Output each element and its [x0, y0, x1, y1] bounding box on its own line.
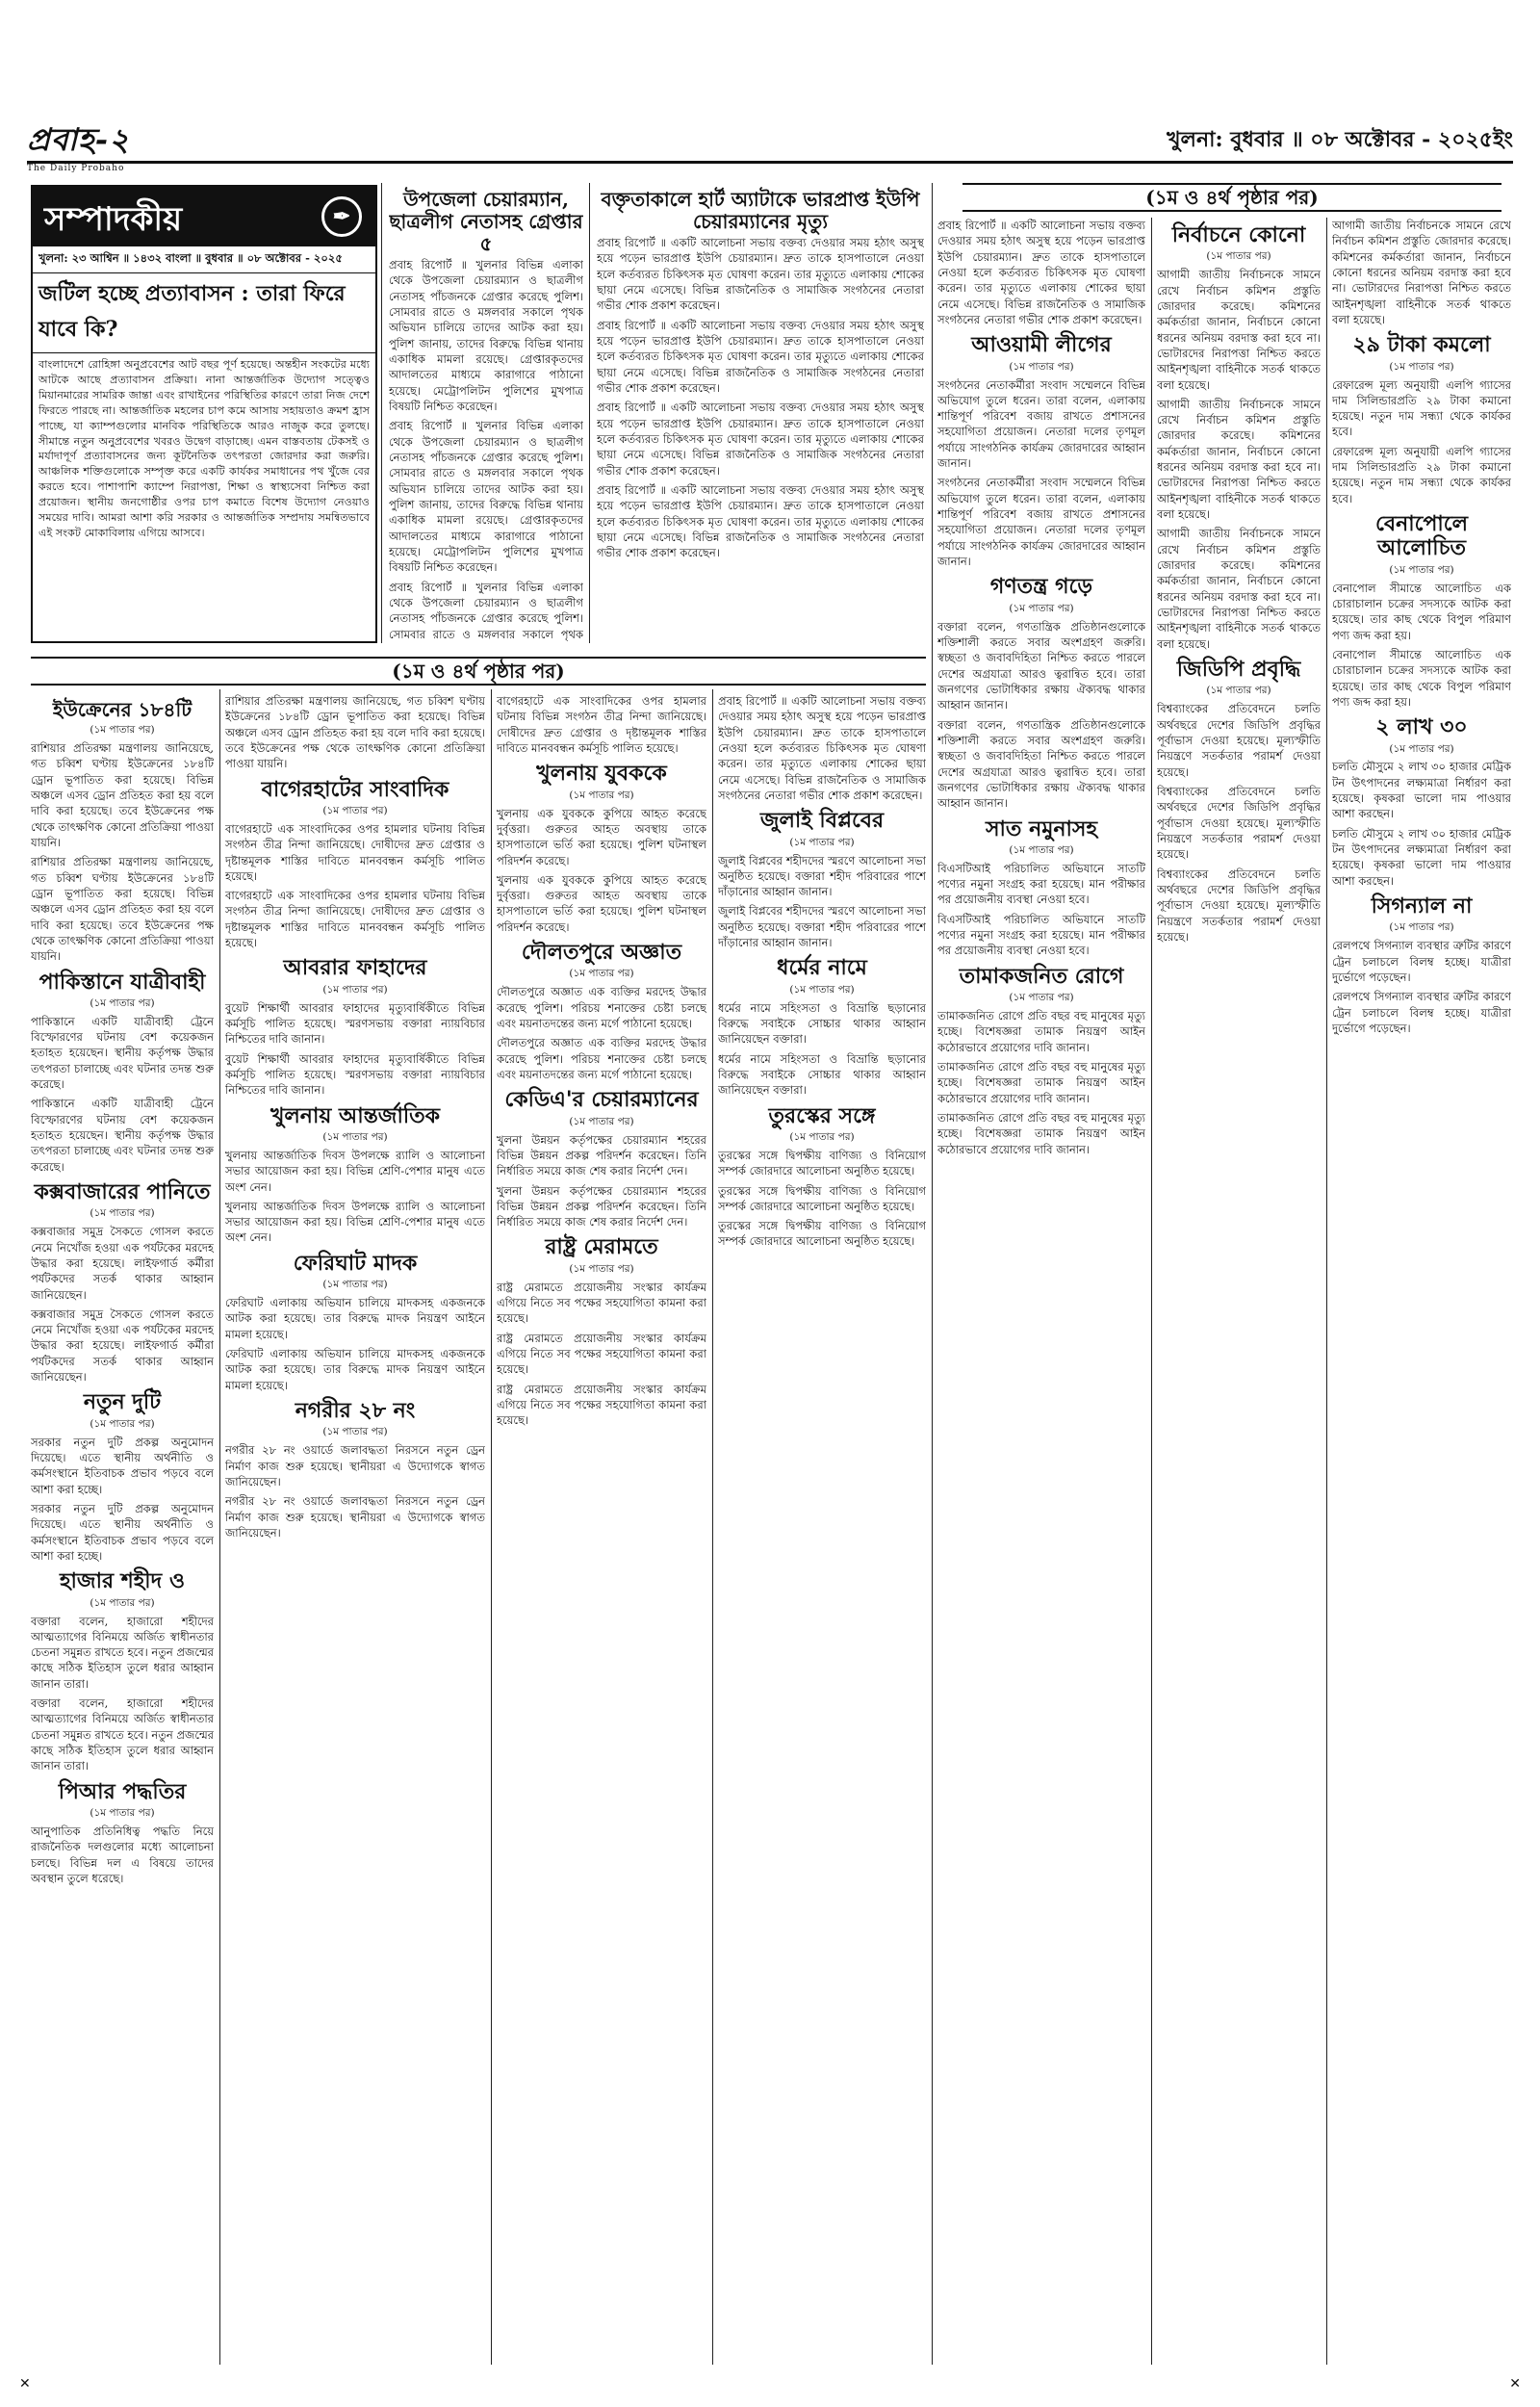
- headline: ২ লাখ ৩০: [1375, 714, 1468, 740]
- headline: আওয়ামী লীগের: [971, 332, 1112, 358]
- story-body: সংগঠনের নেতাকর্মীরা সংবাদ সম্মেলনে বিভিন্ন অভিযোগ তুলে ধরেন। তারা বলেন, এলাকায় শান্তিপূর্ণ পরিবেশ বজায় রাখতে প্রশাসনের সহযোগিতা প্রয়োজন। নেতারা দলের তৃণমূল পর্যায়ে সাংগঠনিক কার্যক্রম জোরদারের আহ্বান জানান।: [937, 377, 1145, 471]
- continued-label: (১ম পাতার পর): [569, 1262, 634, 1275]
- story-body: খুলনায় আন্তর্জাতিক দিবস উপলক্ষে র‍্যালি ও আলোচনা সভার আয়োজন করা হয়। বিভিন্ন শ্রেণি-পেশার মানুষ এতে অংশ নেন।: [225, 1148, 485, 1194]
- headline: পিআর পদ্ধতির: [58, 1778, 187, 1804]
- continued-label: (১ম পাতার পর): [569, 789, 634, 801]
- story-body: আগামী জাতীয় নির্বাচনকে সামনে রেখে নির্বাচন কমিশন প্রস্তুতি জোরদার করেছে। কমিশনের কর্মকর্তারা জানান, নির্বাচনে কোনো ধরনের অনিয়ম বরদাস্ত করা হবে না। ভোটারদের নিরাপত্তা নিশ্চিত করতে আইনশৃঙ্খলা বাহিনীকে সতর্ক থাকতে বলা হয়েছে।: [1157, 268, 1321, 392]
- left-column: [31, 693, 214, 2365]
- headline: খুলনায় যুবককে: [536, 761, 667, 787]
- story-body: দৌলতপুরে অজ্ঞাত এক ব্যক্তির মরদেহ উদ্ধার করেছে পুলিশ। পরিচয় শনাক্তের চেষ্টা চলছে এবং ময়নাতদন্তের জন্য মর্গে পাঠানো হয়েছে।: [497, 985, 706, 1030]
- story-body: রেলপথে সিগন্যাল ব্যবস্থার ত্রুটির কারণে ট্রেন চলাচলে বিলম্ব হচ্ছে। যাত্রীরা দুর্ভোগে পড়েছেন।: [1332, 939, 1511, 984]
- headline: খুলনায় আন্তর্জাতিক: [270, 1102, 441, 1128]
- continued-label: (১ম পাতার পর): [789, 836, 855, 848]
- column-rule: [381, 183, 382, 643]
- story-body: ফেরিঘাট এলাকায় অভিযান চালিয়ে মাদকসহ একজনকে আটক করা হয়েছে। তার বিরুদ্ধে মাদক নিয়ন্ত্রণ আইনে মামলা হয়েছে।: [225, 1296, 485, 1341]
- column-rule: [491, 689, 492, 2365]
- third-column: [497, 693, 706, 2365]
- story-body: দৌলতপুরে অজ্ঞাত এক ব্যক্তির মরদেহ উদ্ধার করেছে পুলিশ। পরিচয় শনাক্তের চেষ্টা চলছে এবং ময়নাতদন্তের জন্য মর্গে পাঠানো হয়েছে।: [497, 1036, 706, 1081]
- story-body: প্রবাহ রিপোর্ট ॥ একটি আলোচনা সভায় বক্তব্য দেওয়ার সময় হঠাৎ অসুস্থ হয়ে পড়েন ভারপ্রাপ্ত ইউপি চেয়ারম্যান। দ্রুত তাকে হাসপাতালে নেওয়া হলে কর্তব্যরত চিকিৎসক মৃত ঘোষণা করেন। তার মৃত্যুতে এলাকায় শোকের ছায়া নেমে এসেছে। বিভিন্ন রাজনৈতিক ও সামাজিক সংগঠনের নেতারা গভীর শোক প্রকাশ করেছেন।: [937, 219, 1145, 326]
- logo-tagline: The Daily Probaho: [27, 164, 125, 173]
- story-body: চলতি মৌসুমে ২ লাখ ৩০ হাজার মেট্রিক টন উৎপাদনের লক্ষ্যমাত্রা নির্ধারণ করা হয়েছে। কৃষকরা ভালো দাম পাওয়ার আশা করছেন।: [1332, 760, 1511, 821]
- story-body: রেফারেন্স মূল্য অনুযায়ী এলপি গ্যাসের দাম সিলিন্ডারপ্রতি ২৯ টাকা কমানো হয়েছে। নতুন দাম সন্ধ্যা থেকে কার্যকর হবে।: [1332, 377, 1511, 439]
- story-body: সরকার নতুন দুটি প্রকল্প অনুমোদন দিয়েছে। এতে স্থানীয় অর্থনীতি ও কর্মসংস্থানে ইতিবাচক প্রভাব পড়বে বলে আশা করা হচ্ছে।: [31, 1501, 214, 1563]
- headline: নগরীর ২৮ নং: [295, 1397, 416, 1423]
- editorial-date: খুলনা: ২৩ আশ্বিন ॥ ১৪৩২ বাংলা ॥ বুধবার ॥ ০৮ অক্টোবর - ২০২৫: [33, 246, 375, 273]
- story-body: সংগঠনের নেতাকর্মীরা সংবাদ সম্মেলনে বিভিন্ন অভিযোগ তুলে ধরেন। তারা বলেন, এলাকায় শান্তিপূর্ণ পরিবেশ বজায় রাখতে প্রশাসনের সহযোগিতা প্রয়োজন। নেতারা দলের তৃণমূল পর্যায়ে সাংগঠনিক কার্যক্রম জোরদারের আহ্বান জানান।: [937, 476, 1145, 569]
- story-body: বুয়েট শিক্ষার্থী আবরার ফাহাদের মৃত্যুবার্ষিকীতে বিভিন্ন কর্মসূচি পালিত হয়েছে। স্মরণসভায় বক্তারা ন্যায়বিচার নিশ্চিতের দাবি জানান।: [225, 1000, 485, 1047]
- headline: জিডিপি প্রবৃদ্ধি: [1176, 657, 1301, 683]
- continued-label: (১ম পাতার পর): [90, 996, 155, 1009]
- headline: দৌলতপুরে অজ্ঞাত: [521, 940, 682, 966]
- column-rule: [1151, 218, 1152, 2365]
- story-body: রাশিয়ার প্রতিরক্ষা মন্ত্রণালয় জানিয়েছে, গত চব্বিশ ঘণ্টায় ইউক্রেনের ১৮৪টি ড্রোন ভূপাতিত করা হয়েছে। বিভিন্ন অঞ্চলে এসব ড্রোন প্রতিহত করা হয় বলে দাবি করা হয়েছে। তবে ইউক্রেনের পক্ষ থেকে তাৎক্ষণিক কোনো প্রতিক্রিয়া পাওয়া যায়নি।: [31, 855, 214, 964]
- story-body: বাগেরহাটে এক সাংবাদিকের ওপর হামলার ঘটনায় বিভিন্ন সংগঠন তীব্র নিন্দা জানিয়েছে। দোষীদের দ্রুত গ্রেপ্তার ও দৃষ্টান্তমূলক শাস্তির দাবিতে মানববন্ধন কর্মসূচি পালিত হয়েছে।: [225, 889, 485, 950]
- story-body: রাষ্ট্র মেরামতে প্রয়োজনীয় সংস্কার কার্যক্রম এগিয়ে নিতে সব পক্ষের সহযোগিতা কামনা করা হয়েছে।: [497, 1382, 706, 1428]
- continued-label: (১ম পাতার পর): [1389, 921, 1454, 934]
- continued-label: (১ম পাতার পর): [322, 1279, 388, 1291]
- continued-label: (১ম পাতার পর): [90, 1596, 155, 1609]
- story-heart: [597, 183, 924, 643]
- story-body: রাশিয়ার প্রতিরক্ষা মন্ত্রণালয় জানিয়েছে, গত চব্বিশ ঘণ্টায় ইউক্রেনের ১৮৪টি ড্রোন ভূপাতিত করা হয়েছে। বিভিন্ন অঞ্চলে এসব ড্রোন প্রতিহত করা হয় বলে দাবি করা হয়েছে। তবে ইউক্রেনের পক্ষ থেকে তাৎক্ষণিক কোনো প্রতিক্রিয়া পাওয়া যায়নি।: [31, 740, 214, 849]
- continued-label: (১ম পাতার পর): [1009, 360, 1074, 373]
- fifth-column: [937, 218, 1145, 2365]
- story-body: কক্সবাজার সমুদ্র সৈকতে গোসল করতে নেমে নিখোঁজ হওয়া এক পর্যটকের মরদেহ উদ্ধার করা হয়েছে। লাইফগার্ড কর্মীরা পর্যটকদের সতর্ক থাকার আহ্বান জানিয়েছেন।: [31, 1307, 214, 1385]
- story-body: বক্তারা বলেন, গণতান্ত্রিক প্রতিষ্ঠানগুলোকে শক্তিশালী করতে সবার অংশগ্রহণ জরুরি। স্বচ্ছতা ও জবাবদিহিতা নিশ্চিত করতে পারলে দেশের অগ্রযাত্রা আরও ত্বরান্বিত হবে। তারা জনগণের ভোটাধিকার রক্ষায় ঐক্যবদ্ধ থাকার আহ্বান জানান।: [937, 717, 1145, 811]
- story-body: বক্তারা বলেন, হাজারো শহীদের আত্মত্যাগের বিনিময়ে অর্জিত স্বাধীনতার চেতনা সমুন্নত রাখতে হবে। নতুন প্রজন্মের কাছে সঠিক ইতিহাস তুলে ধরার আহ্বান জানান তারা।: [31, 1696, 214, 1773]
- headline: বাগেরহাটের সাংবাদিক: [261, 776, 449, 802]
- story-body: আগামী জাতীয় নির্বাচনকে সামনে রেখে নির্বাচন কমিশন প্রস্তুতি জোরদার করেছে। কমিশনের কর্মকর্তারা জানান, নির্বাচনে কোনো ধরনের অনিয়ম বরদাস্ত করা হবে না। ভোটারদের নিরাপত্তা নিশ্চিত করতে আইনশৃঙ্খলা বাহিনীকে সতর্ক থাকতে বলা হয়েছে।: [1157, 527, 1321, 651]
- headline: জুলাই বিপ্লবের: [759, 808, 885, 834]
- headline: তুরস্কের সঙ্গে: [768, 1102, 876, 1128]
- continued-label: (১ম পাতার পর): [90, 1207, 155, 1220]
- continued-label: (১ম পাতার পর): [90, 724, 155, 736]
- story-body: খুলনায় এক যুবককে কুপিয়ে আহত করেছে দুর্বৃত্তরা। গুরুতর আহত অবস্থায় তাকে হাসপাতালে ভর্তি করা হয়েছে। পুলিশ ঘটনাস্থল পরিদর্শন করেছে।: [497, 872, 706, 934]
- continued-label: (১ম পাতার পর): [569, 968, 634, 980]
- headline: ইউক্রেনের ১৮৪টি: [52, 698, 192, 721]
- sixth-column: [1157, 218, 1321, 2365]
- story-body: প্রবাহ রিপোর্ট ॥ খুলনার বিভিন্ন এলাকা থেকে উপজেলা চেয়ারম্যান ও ছাত্রলীগ নেতাসহ পাঁচজনকে গ্রেপ্তার করেছে পুলিশ। সোমবার রাতে ও মঙ্গলবার সকালে পৃথক অভিযান চালিয়ে তাদের আটক করা হয়। পুলিশ জানায়, তাদের বিরুদ্ধে বিভিন্ন থানায় একাধিক মামলা রয়েছে। গ্রেপ্তারকৃতদের আদালতের মাধ্যমে কারাগারে পাঠানো হয়েছে। মেট্রোপলিটন পুলিশের মুখপাত্র বিষয়টি নিশ্চিত করেছেন।: [389, 258, 583, 413]
- column-rule: [712, 689, 713, 2365]
- continued-label: (১ম পাতার পর): [90, 1807, 155, 1820]
- editorial-box: [31, 185, 377, 643]
- headline: আবরার ফাহাদের: [283, 955, 427, 981]
- story-body: প্রবাহ রিপোর্ট ॥ একটি আলোচনা সভায় বক্তব্য দেওয়ার সময় হঠাৎ অসুস্থ হয়ে পড়েন ভারপ্রাপ্ত ইউপি চেয়ারম্যান। দ্রুত তাকে হাসপাতালে নেওয়া হলে কর্তব্যরত চিকিৎসক মৃত ঘোষণা করেন। তার মৃত্যুতে এলাকায় শোকের ছায়া নেমে এসেছে। বিভিন্ন রাজনৈতিক ও সামাজিক সংগঠনের নেতারা গভীর শোক প্রকাশ করেছেন।: [597, 236, 924, 313]
- story-body: রাশিয়ার প্রতিরক্ষা মন্ত্রণালয় জানিয়েছে, গত চব্বিশ ঘণ্টায় ইউক্রেনের ১৮৪টি ড্রোন ভূপাতিত করা হয়েছে। বিভিন্ন অঞ্চলে এসব ড্রোন প্রতিহত করা হয় বলে দাবি করা হয়েছে। তবে ইউক্রেনের পক্ষ থেকে তাৎক্ষণিক কোনো প্রতিক্রিয়া পাওয়া যায়নি।: [225, 694, 485, 771]
- story-body: প্রবাহ রিপোর্ট ॥ একটি আলোচনা সভায় বক্তব্য দেওয়ার সময় হঠাৎ অসুস্থ হয়ে পড়েন ভারপ্রাপ্ত ইউপি চেয়ারম্যান। দ্রুত তাকে হাসপাতালে নেওয়া হলে কর্তব্যরত চিকিৎসক মৃত ঘোষণা করেন। তার মৃত্যুতে এলাকায় শোকের ছায়া নেমে এসেছে। বিভিন্ন রাজনৈতিক ও সামাজিক সংগঠনের নেতারা গভীর শোক প্রকাশ করেছেন।: [597, 401, 924, 478]
- story-body: পাকিস্তানে একটি যাত্রীবাহী ট্রেনে বিস্ফোরণের ঘটনায় বেশ কয়েকজন হতাহত হয়েছেন। স্থানীয় কর্তৃপক্ষ উদ্ধার তৎপরতা চালাচ্ছে এবং ঘটনার তদন্ত শুরু করেছে।: [31, 1014, 214, 1092]
- pen-icon: ✒: [321, 196, 362, 237]
- crop-mark-right: ✕: [1509, 2376, 1521, 2392]
- story-body: বাগেরহাটে এক সাংবাদিকের ওপর হামলার ঘটনায় বিভিন্ন সংগঠন তীব্র নিন্দা জানিয়েছে। দোষীদের দ্রুত গ্রেপ্তার ও দৃষ্টান্তমূলক শাস্তির দাবিতে মানববন্ধন কর্মসূচি পালিত হয়েছে।: [497, 694, 706, 755]
- story-body: তামাকজনিত রোগে প্রতি বছর বহু মানুষের মৃত্যু হচ্ছে। বিশেষজ্ঞরা তামাক নিয়ন্ত্রণ আইন কঠোরভাবে প্রয়োগের দাবি জানান।: [937, 1059, 1145, 1105]
- continued-banner-middle: (১ম ও ৪র্থ পৃষ্ঠার পর): [31, 657, 926, 686]
- story-body: প্রবাহ রিপোর্ট ॥ একটি আলোচনা সভায় বক্তব্য দেওয়ার সময় হঠাৎ অসুস্থ হয়ে পড়েন ভারপ্রাপ্ত ইউপি চেয়ারম্যান। দ্রুত তাকে হাসপাতালে নেওয়া হলে কর্তব্যরত চিকিৎসক মৃত ঘোষণা করেন। তার মৃত্যুতে এলাকায় শোকের ছায়া নেমে এসেছে। বিভিন্ন রাজনৈতিক ও সামাজিক সংগঠনের নেতারা গভীর শোক প্রকাশ করেছেন।: [718, 694, 926, 802]
- headline: গণতন্ত্র গড়ে: [989, 574, 1093, 600]
- story-body: চলতি মৌসুমে ২ লাখ ৩০ হাজার মেট্রিক টন উৎপাদনের লক্ষ্যমাত্রা নির্ধারণ করা হয়েছে। কৃষকরা ভালো দাম পাওয়ার আশা করছেন।: [1332, 826, 1511, 888]
- continued-label: (১ম পাতার পর): [789, 983, 855, 996]
- dateline: খুলনা: বুধবার ॥ ০৮ অক্টোবর - ২০২৫ইং: [1167, 127, 1513, 152]
- continued-label: (১ম পাতার পর): [1009, 992, 1074, 1004]
- story-body: জুলাই বিপ্লবের শহীদদের স্মরণে আলোচনা সভা অনুষ্ঠিত হয়েছে। বক্তারা শহীদ পরিবারের পাশে দাঁড়ানোর আহ্বান জানান।: [718, 853, 926, 899]
- continued-label: (১ম পাতার পর): [90, 1417, 155, 1430]
- continued-label: (১ম পাতার পর): [322, 1426, 388, 1438]
- continued-label: (১ম পাতার পর): [569, 1115, 634, 1127]
- headline: তামাকজনিত রোগে: [959, 963, 1124, 989]
- headline: বক্তৃতাকালে হার্ট অ্যাটাকে ভারপ্রাপ্ত ইউপি চেয়ারম্যানের মৃত্যু: [601, 188, 920, 233]
- story-body: বাগেরহাটে এক সাংবাদিকের ওপর হামলার ঘটনায় বিভিন্ন সংগঠন তীব্র নিন্দা জানিয়েছে। দোষীদের দ্রুত গ্রেপ্তার ও দৃষ্টান্তমূলক শাস্তির দাবিতে মানববন্ধন কর্মসূচি পালিত হয়েছে।: [225, 821, 485, 883]
- continued-label: (১ম পাতার পর): [1009, 843, 1074, 856]
- story-body: ফেরিঘাট এলাকায় অভিযান চালিয়ে মাদকসহ একজনকে আটক করা হয়েছে। তার বিরুদ্ধে মাদক নিয়ন্ত্রণ আইনে মামলা হয়েছে।: [225, 1347, 485, 1392]
- editorial-title-text: সম্পাদকীয়: [44, 200, 183, 239]
- story-body: প্রবাহ রিপোর্ট ॥ একটি আলোচনা সভায় বক্তব্য দেওয়ার সময় হঠাৎ অসুস্থ হয়ে পড়েন ভারপ্রাপ্ত ইউপি চেয়ারম্যান। দ্রুত তাকে হাসপাতালে নেওয়া হলে কর্তব্যরত চিকিৎসক মৃত ঘোষণা করেন। তার মৃত্যুতে এলাকায় শোকের ছায়া নেমে এসেছে। বিভিন্ন রাজনৈতিক ও সামাজিক সংগঠনের নেতারা গভীর শোক প্রকাশ করেছেন।: [597, 318, 924, 395]
- newspaper-logo: [27, 116, 130, 173]
- story-body: বুয়েট শিক্ষার্থী আবরার ফাহাদের মৃত্যুবার্ষিকীতে বিভিন্ন কর্মসূচি পালিত হয়েছে। স্মরণসভায় বক্তারা ন্যায়বিচার নিশ্চিতের দাবি জানান।: [225, 1051, 485, 1098]
- story-body: আগামী জাতীয় নির্বাচনকে সামনে রেখে নির্বাচন কমিশন প্রস্তুতি জোরদার করেছে। কমিশনের কর্মকর্তারা জানান, নির্বাচনে কোনো ধরনের অনিয়ম বরদাস্ত করা হবে না। ভোটারদের নিরাপত্তা নিশ্চিত করতে আইনশৃঙ্খলা বাহিনীকে সতর্ক থাকতে বলা হয়েছে।: [1157, 397, 1321, 522]
- column-rule: [589, 183, 590, 643]
- continued-label: (১ম পাতার পর): [322, 1130, 388, 1143]
- story-body: বক্তারা বলেন, হাজারো শহীদের আত্মত্যাগের বিনিময়ে অর্জিত স্বাধীনতার চেতনা সমুন্নত রাখতে হবে। নতুন প্রজন্মের কাছে সঠিক ইতিহাস তুলে ধরার আহ্বান জানান তারা।: [31, 1614, 214, 1691]
- crop-marks: [19, 2376, 1521, 2392]
- story-body: নগরীর ২৮ নং ওয়ার্ডে জলাবদ্ধতা নিরসনে নতুন ড্রেন নির্মাণ কাজ শুরু হয়েছে। স্থানীয়রা এ উদ্যোগকে স্বাগত জানিয়েছেন।: [225, 1494, 485, 1540]
- story-body: আনুপাতিক প্রতিনিধিত্ব পদ্ধতি নিয়ে রাজনৈতিক দলগুলোর মধ্যে আলোচনা চলছে। বিভিন্ন দল এ বিষয়ে তাদের অবস্থান তুলে ধরেছে।: [31, 1824, 214, 1885]
- headline: কক্সবাজারের পানিতে: [34, 1178, 211, 1204]
- story-body: খুলনায় আন্তর্জাতিক দিবস উপলক্ষে র‍্যালি ও আলোচনা সভার আয়োজন করা হয়। বিভিন্ন শ্রেণি-পেশার মানুষ এতে অংশ নেন।: [225, 1199, 485, 1245]
- story-body: রাষ্ট্র মেরামতে প্রয়োজনীয় সংস্কার কার্যক্রম এগিয়ে নিতে সব পক্ষের সহযোগিতা কামনা করা হয়েছে।: [497, 1280, 706, 1326]
- crop-mark-left: ✕: [19, 2376, 31, 2392]
- continued-label: (১ম পাতার পর): [1206, 250, 1271, 263]
- story-body: প্রবাহ রিপোর্ট ॥ খুলনার বিভিন্ন এলাকা থেকে উপজেলা চেয়ারম্যান ও ছাত্রলীগ নেতাসহ পাঁচজনকে গ্রেপ্তার করেছে পুলিশ। সোমবার রাতে ও মঙ্গলবার সকালে পৃথক: [389, 580, 583, 641]
- story-body: বেনাপোল সীমান্তে আলোচিত এক চোরাচালান চক্রের সদস্যকে আটক করা হয়েছে। তার কাছ থেকে বিপুল পরিমাণ পণ্য জব্দ করা হয়।: [1332, 647, 1511, 709]
- story-body: তুরস্কের সঙ্গে দ্বিপক্ষীয় বাণিজ্য ও বিনিয়োগ সম্পর্ক জোরদারে আলোচনা অনুষ্ঠিত হয়েছে।: [718, 1219, 926, 1249]
- story-body: বিশ্বব্যাংকের প্রতিবেদনে চলতি অর্থবছরে দেশের জিডিপি প্রবৃদ্ধির পূর্বাভাস দেওয়া হয়েছে। মূল্যস্ফীতি নিয়ন্ত্রণে সতর্কতার পরামর্শ দেওয়া হয়েছে।: [1157, 784, 1321, 862]
- story-body: আগামী জাতীয় নির্বাচনকে সামনে রেখে নির্বাচন কমিশন প্রস্তুতি জোরদার করেছে। কমিশনের কর্মকর্তারা জানান, নির্বাচনে কোনো ধরনের অনিয়ম বরদাস্ত করা হবে না। ভোটারদের নিরাপত্তা নিশ্চিত করতে আইনশৃঙ্খলা বাহিনীকে সতর্ক থাকতে বলা হয়েছে।: [1332, 219, 1511, 326]
- headline: নির্বাচনে কোনো: [1171, 222, 1306, 247]
- story-body: ধর্মের নামে সহিংসতা ও বিভ্রান্তি ছড়ানোর বিরুদ্ধে সবাইকে সোচ্চার থাকার আহ্বান জানিয়েছেন বক্তারা।: [718, 1051, 926, 1098]
- story-body: প্রবাহ রিপোর্ট ॥ একটি আলোচনা সভায় বক্তব্য দেওয়ার সময় হঠাৎ অসুস্থ হয়ে পড়েন ভারপ্রাপ্ত ইউপি চেয়ারম্যান। দ্রুত তাকে হাসপাতালে নেওয়া হলে কর্তব্যরত চিকিৎসক মৃত ঘোষণা করেন। তার মৃত্যুতে এলাকায় শোকের ছায়া নেমে এসেছে। বিভিন্ন রাজনৈতিক ও সামাজিক সংগঠনের নেতারা গভীর শোক প্রকাশ করেছেন।: [597, 482, 924, 560]
- story-upazila: [389, 183, 583, 643]
- story-body: বিশ্বব্যাংকের প্রতিবেদনে চলতি অর্থবছরে দেশের জিডিপি প্রবৃদ্ধির পূর্বাভাস দেওয়া হয়েছে। মূল্যস্ফীতি নিয়ন্ত্রণে সতর্কতার পরামর্শ দেওয়া হয়েছে।: [1157, 867, 1321, 944]
- continued-label: (১ম পাতার পর): [1389, 360, 1454, 373]
- column-rule: [932, 183, 933, 2365]
- editorial-title: [33, 187, 375, 246]
- fourth-column: [718, 693, 926, 2365]
- story-body: খুলনা উন্নয়ন কর্তৃপক্ষের চেয়ারম্যান শহরের বিভিন্ন উন্নয়ন প্রকল্প পরিদর্শন করেছেন। তিনি নির্ধারিত সময়ে কাজ শেষ করার নির্দেশ দেন।: [497, 1183, 706, 1229]
- headline: ২৯ টাকা কমলো: [1352, 332, 1491, 358]
- headline: সাত নমুনাসহ: [985, 815, 1098, 841]
- story-body: রেফারেন্স মূল্য অনুযায়ী এলপি গ্যাসের দাম সিলিন্ডারপ্রতি ২৯ টাকা কমানো হয়েছে। নতুন দাম সন্ধ্যা থেকে কার্যকর হবে।: [1332, 444, 1511, 505]
- continued-label: (১ম পাতার পর): [1389, 563, 1454, 576]
- story-body: তামাকজনিত রোগে প্রতি বছর বহু মানুষের মৃত্যু হচ্ছে। বিশেষজ্ঞরা তামাক নিয়ন্ত্রণ আইন কঠোরভাবে প্রয়োগের দাবি জানান।: [937, 1008, 1145, 1054]
- editorial-body: বাংলাদেশে রোহিঙ্গা অনুপ্রবেশের আট বছর পূর্ণ হয়েছে। অন্তহীন সংকটের মধ্যে আটকে আছে প্রত্যাবাসন প্রক্রিয়া। নানা আন্তর্জাতিক উদ্যোগ সত্ত্বেও মিয়ানমারের সামরিক জান্তা এবং রাখাইনের পরিস্থিতির কারণে তারা নিজ দেশে ফিরতে পারছে না। আন্তর্জাতিক মহলের চাপ কমে আসায় সহায়তাও ক্রমশ হ্রাস পাচ্ছে, যা ক্যাম্পগুলোর মানবিক পরিস্থিতিকে আরও নাজুক করে তুলছে। সীমান্তে নতুন অনুপ্রবেশের খবরও উদ্বেগ বাড়াচ্ছে। এমন বাস্তবতায় টেকসই ও মর্যাদাপূর্ণ প্রত্যাবাসনের জন্য কূটনৈতিক তৎপরতা জোরদার করা জরুরি। আঞ্চলিক শক্তিগুলোকে সম্পৃক্ত করে একটি কার্যকর সমাধানের পথ খুঁজে বের করতে হবে। পাশাপাশি ক্যাম্পে নিরাপত্তা, শিক্ষা ও স্বাস্থ্যসেবা নিশ্চিত করা প্রয়োজন। স্থানীয় জনগোষ্ঠীর ওপর চাপ কমাতে বিশেষ উদ্যোগ নেওয়াও সময়ের দাবি। আমরা আশা করি সরকার ও আন্তর্জাতিক সম্প্রদায় সমন্বিতভাবে এই সংকট মোকাবিলায় এগিয়ে আসবে।: [38, 358, 370, 539]
- story-body: রেলপথে সিগন্যাল ব্যবস্থার ত্রুটির কারণে ট্রেন চলাচলে বিলম্ব হচ্ছে। যাত্রীরা দুর্ভোগে পড়েছেন।: [1332, 990, 1511, 1035]
- story-body: রাষ্ট্র মেরামতে প্রয়োজনীয় সংস্কার কার্যক্রম এগিয়ে নিতে সব পক্ষের সহযোগিতা কামনা করা হয়েছে।: [497, 1331, 706, 1377]
- story-body: পাকিস্তানে একটি যাত্রীবাহী ট্রেনে বিস্ফোরণের ঘটনায় বেশ কয়েকজন হতাহত হয়েছেন। স্থানীয় কর্তৃপক্ষ উদ্ধার তৎপরতা চালাচ্ছে এবং ঘটনার তদন্ত শুরু করেছে।: [31, 1097, 214, 1174]
- logo-text: প্রবাহ-২: [27, 121, 130, 158]
- story-body: খুলনায় এক যুবককে কুপিয়ে আহত করেছে দুর্বৃত্তরা। গুরুতর আহত অবস্থায় তাকে হাসপাতালে ভর্তি করা হয়েছে। পুলিশ ঘটনাস্থল পরিদর্শন করেছে।: [497, 806, 706, 867]
- headline: কেডিএ'র চেয়ারম্যানের: [504, 1087, 699, 1113]
- headline: ফেরিঘাট মাদক: [293, 1250, 418, 1276]
- continued-label: (১ম পাতার পর): [1009, 602, 1074, 614]
- story-body: কক্সবাজার সমুদ্র সৈকতে গোসল করতে নেমে নিখোঁজ হওয়া এক পর্যটকের মরদেহ উদ্ধার করা হয়েছে। লাইফগার্ড কর্মীরা পর্যটকদের সতর্ক থাকার আহ্বান জানিয়েছেন।: [31, 1225, 214, 1302]
- story-body: প্রবাহ রিপোর্ট ॥ খুলনার বিভিন্ন এলাকা থেকে উপজেলা চেয়ারম্যান ও ছাত্রলীগ নেতাসহ পাঁচজনকে গ্রেপ্তার করেছে পুলিশ। সোমবার রাতে ও মঙ্গলবার সকালে পৃথক অভিযান চালিয়ে তাদের আটক করা হয়। পুলিশ জানায়, তাদের বিরুদ্ধে বিভিন্ন থানায় একাধিক মামলা রয়েছে। গ্রেপ্তারকৃতদের আদালতের মাধ্যমে কারাগারে পাঠানো হয়েছে। মেট্রোপলিটন পুলিশের মুখপাত্র বিষয়টি নিশ্চিত করেছেন।: [389, 419, 583, 575]
- story-body: তুরস্কের সঙ্গে দ্বিপক্ষীয় বাণিজ্য ও বিনিয়োগ সম্পর্ক জোরদারে আলোচনা অনুষ্ঠিত হয়েছে।: [718, 1183, 926, 1213]
- story-body: সরকার নতুন দুটি প্রকল্প অনুমোদন দিয়েছে। এতে স্থানীয় অর্থনীতি ও কর্মসংস্থানে ইতিবাচক প্রভাব পড়বে বলে আশা করা হচ্ছে।: [31, 1435, 214, 1496]
- continued-banner-top: (১ম ও ৪র্থ পৃষ্ঠার পর): [962, 183, 1502, 212]
- headline: ধর্মের নামে: [777, 955, 867, 981]
- story-body: খুলনা উন্নয়ন কর্তৃপক্ষের চেয়ারম্যান শহরের বিভিন্ন উন্নয়ন প্রকল্প পরিদর্শন করেছেন। তিনি নির্ধারিত সময়ে কাজ শেষ করার নির্দেশ দেন।: [497, 1132, 706, 1178]
- seventh-column: [1332, 218, 1511, 2365]
- story-body: বক্তারা বলেন, গণতান্ত্রিক প্রতিষ্ঠানগুলোকে শক্তিশালী করতে সবার অংশগ্রহণ জরুরি। স্বচ্ছতা ও জবাবদিহিতা নিশ্চিত করতে পারলে দেশের অগ্রযাত্রা আরও ত্বরান্বিত হবে। তারা জনগণের ভোটাধিকার রক্ষায় ঐক্যবদ্ধ থাকার আহ্বান জানান।: [937, 619, 1145, 712]
- story-body: বিএসটিআই পরিচালিত অভিযানে সাতটি পণ্যের নমুনা সংগ্রহ করা হয়েছে। মান পরীক্ষার পর প্রয়োজনীয় ব্যবস্থা নেওয়া হবে।: [937, 912, 1145, 958]
- second-column: [225, 693, 485, 2365]
- story-body: বিশ্বব্যাংকের প্রতিবেদনে চলতি অর্থবছরে দেশের জিডিপি প্রবৃদ্ধির পূর্বাভাস দেওয়া হয়েছে। মূল্যস্ফীতি নিয়ন্ত্রণে সতর্কতার পরামর্শ দেওয়া হয়েছে।: [1157, 702, 1321, 779]
- headline: সিগন্যাল না: [1371, 893, 1473, 919]
- continued-label: (১ম পাতার পর): [1389, 742, 1454, 755]
- story-body: বেনাপোল সীমান্তে আলোচিত এক চোরাচালান চক্রের সদস্যকে আটক করা হয়েছে। তার কাছ থেকে বিপুল পরিমাণ পণ্য জব্দ করা হয়।: [1332, 581, 1511, 642]
- continued-label: (১ম পাতার পর): [322, 804, 388, 816]
- column-rule: [1326, 218, 1327, 2365]
- story-body: জুলাই বিপ্লবের শহীদদের স্মরণে আলোচনা সভা অনুষ্ঠিত হয়েছে। বক্তারা শহীদ পরিবারের পাশে দাঁড়ানোর আহ্বান জানান।: [718, 904, 926, 950]
- masthead: [27, 116, 1513, 173]
- story-body: তামাকজনিত রোগে প্রতি বছর বহু মানুষের মৃত্যু হচ্ছে। বিশেষজ্ঞরা তামাক নিয়ন্ত্রণ আইন কঠোরভাবে প্রয়োগের দাবি জানান।: [937, 1110, 1145, 1156]
- headline: রাষ্ট্র মেরামতে: [545, 1234, 658, 1260]
- headline: বেনাপোলে আলোচিত: [1374, 511, 1469, 561]
- continued-label: (১ম পাতার পর): [789, 1130, 855, 1143]
- story-body: নগরীর ২৮ নং ওয়ার্ডে জলাবদ্ধতা নিরসনে নতুন ড্রেন নির্মাণ কাজ শুরু হয়েছে। স্থানীয়রা এ উদ্যোগকে স্বাগত জানিয়েছেন।: [225, 1443, 485, 1488]
- headline: নতুন দুটি: [83, 1389, 162, 1415]
- story-body: তুরস্কের সঙ্গে দ্বিপক্ষীয় বাণিজ্য ও বিনিয়োগ সম্পর্ক জোরদারে আলোচনা অনুষ্ঠিত হয়েছে।: [718, 1148, 926, 1178]
- headline: উপজেলা চেয়ারম্যান, ছাত্রলীগ নেতাসহ গ্রেপ্তার ৫: [389, 188, 583, 255]
- story-body: ধর্মের নামে সহিংসতা ও বিভ্রান্তি ছড়ানোর বিরুদ্ধে সবাইকে সোচ্চার থাকার আহ্বান জানিয়েছেন বক্তারা।: [718, 1000, 926, 1047]
- headline: পাকিস্তানে যাত্রীবাহী: [38, 969, 206, 995]
- column-rule: [219, 689, 220, 2365]
- story-body: বিএসটিআই পরিচালিত অভিযানে সাতটি পণ্যের নমুনা সংগ্রহ করা হয়েছে। মান পরীক্ষার পর প্রয়োজনীয় ব্যবস্থা নেওয়া হবে।: [937, 861, 1145, 907]
- editorial-headline: জটিল হচ্ছে প্রত্যাবাসন : তারা ফিরে যাবে কি?: [33, 273, 375, 353]
- continued-label: (১ম পাতার পর): [322, 983, 388, 996]
- continued-label: (১ম পাতার পর): [1206, 685, 1271, 697]
- headline: হাজার শহীদ ও: [59, 1568, 186, 1594]
